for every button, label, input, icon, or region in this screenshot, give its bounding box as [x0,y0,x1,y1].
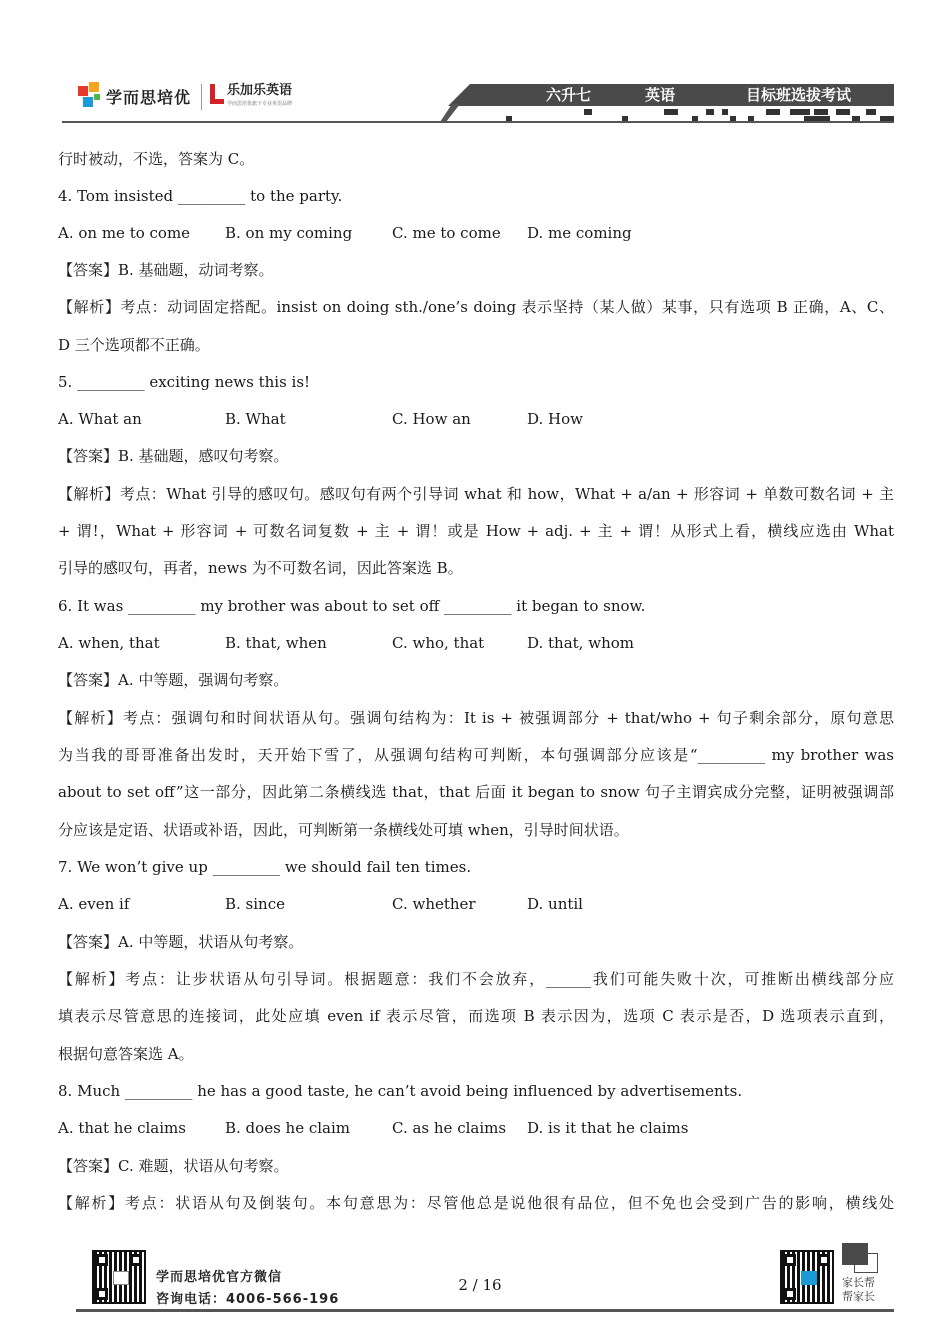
header-slant [440,104,470,124]
option-b: B. since [225,895,285,913]
jiazhangbang-line-2: 帮家长 [842,1290,875,1303]
option-c: C. How an [392,410,471,428]
answer-8: 【答案】C. 难题，状语从句考察。 [58,1157,289,1175]
jiazhangbang-logo-text [842,1276,875,1304]
logo-divider [201,84,202,110]
analysis-5-line-1: 【解析】考点：What 引导的感叹句。感叹句有两个引导词 what 和 how，What + a/an + 形容词 + 单数可数名词 + 主 [58,485,894,503]
analysis-6-line-4: 分应该是定语、状语或补语，因此，可判断第一条横线处可填 when，引导时间状语。 [58,821,629,839]
header-exam-title: 目标班选拔考试 [746,86,852,104]
answer-6: 【答案】A. 中等题，强调句考察。 [58,671,289,689]
option-d: D. is it that he claims [527,1119,689,1137]
jiazhangbang-qr-code [780,1250,834,1304]
jiazhangbang-line-1: 家长帮 [842,1276,875,1289]
question-7: 7. We won’t give up _________ we should fail ten times. [58,858,472,876]
option-b: B. does he claim [225,1119,351,1137]
analysis-7-line-3: 根据句意答案选 A。 [58,1045,194,1063]
answer-7: 【答案】A. 中等题，状语从句考察。 [58,933,304,951]
option-a: A. on me to come [58,224,191,242]
option-b: B. What [225,410,286,428]
analysis-6-line-3: about to set off”这一部分，因此第二条横线选 that，that 后面 it began to snow 句子主谓宾成分完整，证明被强调部 [58,783,894,801]
option-a: A. that he claims [58,1119,186,1137]
option-d: D. How [527,410,583,428]
consult-phone: 咨询电话：4006-566-196 [156,1292,340,1307]
lejiale-logo [210,84,292,107]
xueersi-logo-text: 学而思培优 [106,87,192,107]
answer-4: 【答案】B. 基础题，动词考察。 [58,261,274,279]
option-a: A. when, that [58,634,160,652]
option-d: D. that, whom [527,634,634,652]
header-rule [62,121,894,123]
analysis-7-line-2: 填表示尽管意思的连接词，此处应填 even if 表示尽管，而选项 B 表示因为，选项 C 表示是否，D 选项表示直到， [58,1007,894,1025]
analysis-6-line-1: 【解析】考点：强调句和时间状语从句。强调句结构为：It is + 被强调部分 + that/who + 句子剩余部分，原句意思 [58,709,894,727]
option-c: C. as he claims [392,1119,507,1137]
option-b: B. on my coming [225,224,353,242]
wechat-label: 学而思培优官方微信 [156,1270,283,1285]
jiazhangbang-logo-icon [842,1243,880,1273]
option-c: C. me to come [392,224,501,242]
wechat-qr-code [92,1250,146,1304]
analysis-6-line-2: 为当我的哥哥准备出发时，天开始下雪了，从强调句结构可判断，本句强调部分应该是“_________ my brother was [58,746,894,764]
analysis-5-line-3: 引导的感叹句，再者，news 为不可数名词，因此答案选 B。 [58,559,463,577]
option-c: C. who, that [392,634,485,652]
text-line: 行时被动，不选，答案为 C。 [58,150,255,168]
question-5: 5. _________ exciting news this is! [58,373,311,391]
lejiale-logo-icon [210,84,224,104]
analysis-8-line-1: 【解析】考点：状语从句及倒装句。本句意思为：尽管他总是说他很有品位，但不免也会受到广告的影响，横线处 [58,1194,894,1212]
header-subject: 英语 [645,86,676,104]
option-c: C. whether [392,895,476,913]
analysis-7-line-1: 【解析】考点：让步状语从句引导词。根据题意：我们不会放弃，______我们可能失败十次，可推断出横线部分应 [58,970,894,988]
page-header [0,0,950,130]
xueersi-logo [78,82,191,110]
option-a: A. even if [58,895,130,913]
option-d: D. me coming [527,224,632,242]
footer-rule [76,1309,894,1312]
page-number: 2 / 16 [458,1276,502,1294]
lejiale-logo-subtitle: 学而思培优旗下专业英语品牌 [227,101,293,107]
question-8: 8. Much _________ he has a good taste, he can’t avoid being influenced by advertisements. [58,1082,743,1100]
analysis-5-line-2: + 谓!，What + 形容词 + 可数名词复数 + 主 + 谓！或是 How + adj. + 主 + 谓！从形式上看，横线应选由 What [58,522,894,540]
option-b: B. that, when [225,634,327,652]
analysis-4-line-1: 【解析】考点：动词固定搭配。insist on doing sth./one’s doing 表示坚持（某人做）某事，只有选项 B 正确，A、C、 [58,298,894,316]
option-d: D. until [527,895,583,913]
header-grade: 六升七 [546,86,592,104]
analysis-4-line-2: D 三个选项都不正确。 [58,336,210,354]
question-4: 4. Tom insisted _________ to the party. [58,187,343,205]
question-6: 6. It was _________ my brother was about to set off _________ it began to snow. [58,597,646,615]
option-a: A. What an [58,410,142,428]
answer-5: 【答案】B. 基础题，感叹句考察。 [58,447,289,465]
xueersi-logo-icon [78,82,102,110]
lejiale-logo-text: 乐加乐英语 [227,83,293,98]
